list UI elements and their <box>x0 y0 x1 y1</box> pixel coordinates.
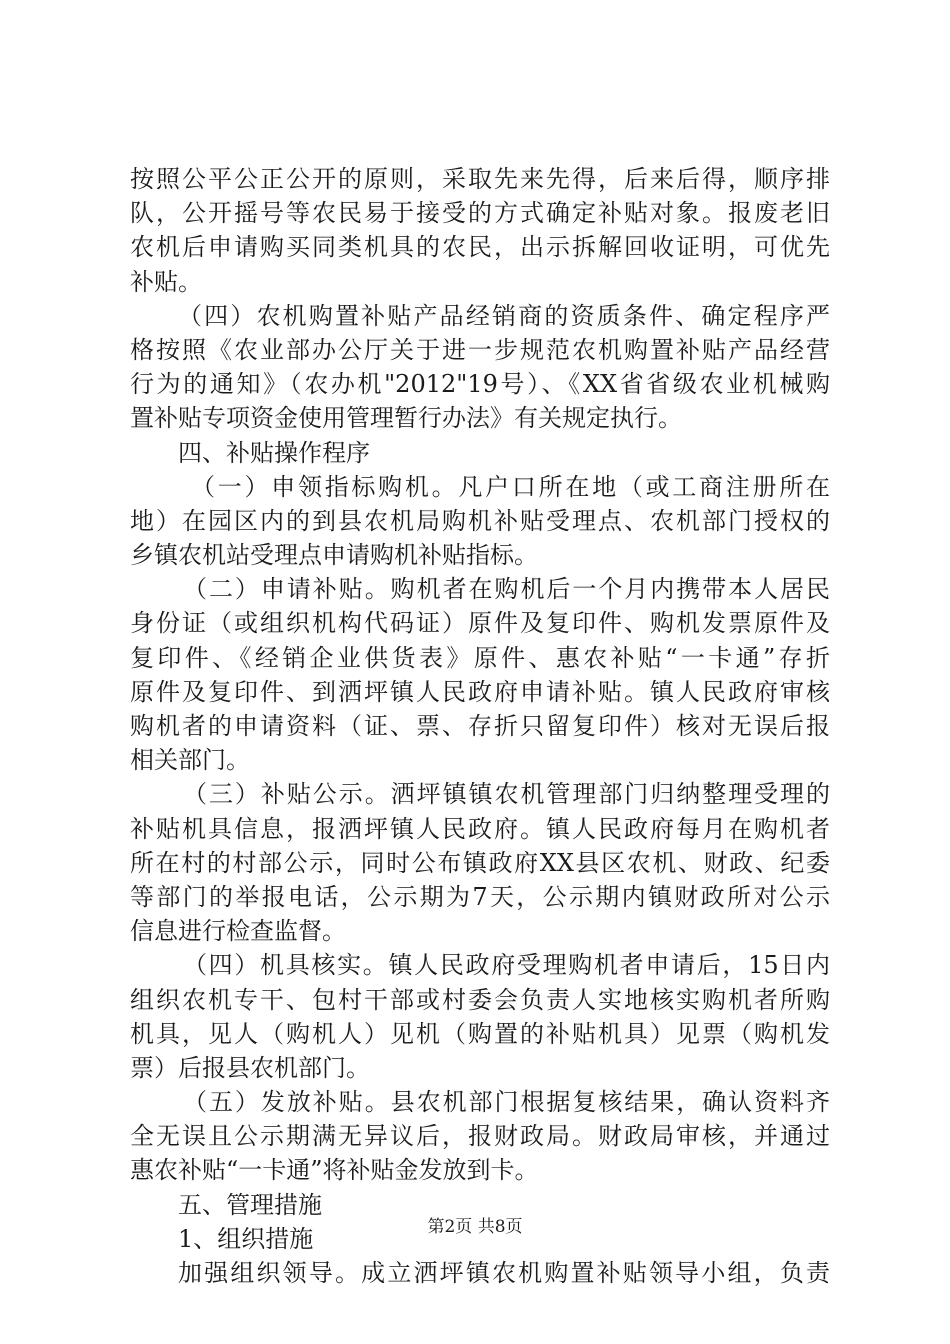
section-heading: 四、补贴操作程序 <box>178 438 370 467</box>
text-line: 补贴。 <box>130 267 202 296</box>
text-line: （三）补贴公示。洒坪镇镇农机管理部门归纳整理受理的 <box>183 780 830 809</box>
text-line: （四）机具核实。镇人民政府受理购机者申请后，15日内 <box>183 951 830 980</box>
text-line: 队，公开摇号等农民易于接受的方式确定补贴对象。报废老旧 <box>130 199 830 228</box>
text-line: （四）农机购置补贴产品经销商的资质条件、确定程序严 <box>178 301 830 330</box>
text-line: 按照公平公正公开的原则，采取先来先得，后来后得，顺序排 <box>130 165 830 193</box>
text-line: 乡镇农机站受理点申请购机补贴指标。 <box>130 541 538 570</box>
text-line: （五）发放补贴。县农机部门根据复核结果，确认资料齐 <box>183 1088 830 1117</box>
text-line: 票）后报县农机部门。 <box>130 1053 370 1082</box>
text-line: 地）在园区内的到县农机局购机补贴受理点、农机部门授权的 <box>130 506 830 535</box>
text-line: 机具，见人（购机人）见机（购置的补贴机具）见票（购机发 <box>130 1019 830 1048</box>
text-line: 信息进行检查监督。 <box>130 917 346 946</box>
text-line: （一）申领指标购机。凡户口所在地（或工商注册所在 <box>191 472 830 501</box>
text-line: 置补贴专项资金使用管理暂行办法》有关规定执行。 <box>130 404 682 433</box>
text-line: 所在村的村部公示，同时公布镇政府XX县区农机、财政、纪委 <box>130 848 830 877</box>
text-line: 身份证（或组织机构代码证）原件及复印件、购机发票原件及 <box>130 609 830 638</box>
text-line: 组织农机专干、包村干部或村委会负责人实地核实购机者所购 <box>130 985 830 1014</box>
page-number-footer: 第2页 共8页 <box>427 1217 523 1237</box>
text-line: 补贴机具信息，报洒坪镇人民政府。镇人民政府每月在购机者 <box>130 814 830 843</box>
text-line: 购机者的申请资料（证、票、存折只留复印件）核对无误后报 <box>130 712 830 740</box>
text-line: 原件及复印件、到洒坪镇人民政府申请补贴。镇人民政府审核 <box>130 677 830 706</box>
text-line: （二）申请补贴。购机者在购机后一个月内携带本人居民 <box>183 575 830 604</box>
subsection-heading: 1、组织措施 <box>178 1224 314 1253</box>
text-line: 全无误且公示期满无异议后，报财政局。财政局审核，并通过 <box>130 1122 830 1151</box>
text-line: 行为的通知》（农办机"2012"19号）、《XX省省级农业机械购 <box>130 370 830 399</box>
text-line: 格按照《农业部办公厅关于进一步规范农机购置补贴产品经营 <box>130 335 830 364</box>
text-line: 加强组织领导。成立洒坪镇农机购置补贴领导小组，负责 <box>178 1259 830 1287</box>
text-line: 农机后申请购买同类机具的农民，出示拆解回收证明，可优先 <box>130 233 830 262</box>
text-line: 相关部门。 <box>130 746 250 775</box>
document-body <box>130 162 830 1290</box>
text-line: 惠农补贴“一卡通”将补贴金发放到卡。 <box>130 1156 539 1185</box>
text-line: 复印件、《经销企业供货表》原件、惠农补贴“一卡通”存折 <box>130 643 830 672</box>
section-heading: 五、管理措施 <box>178 1190 322 1219</box>
text-line: 等部门的举报电话，公示期为7天，公示期内镇财政所对公示 <box>130 882 830 911</box>
